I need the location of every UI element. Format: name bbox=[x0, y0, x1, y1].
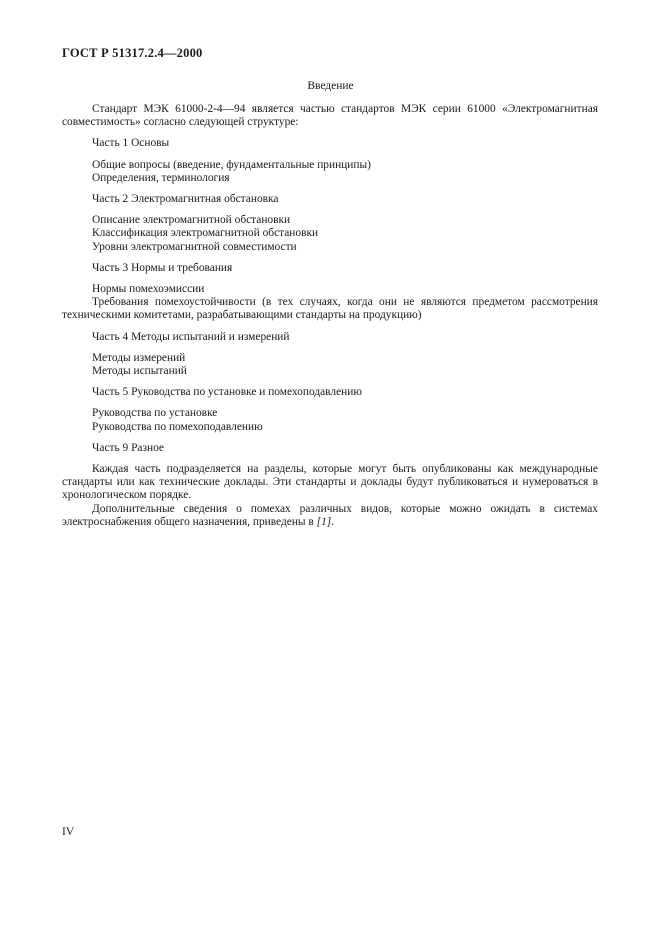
part-3-heading: Часть 3 Нормы и требования bbox=[92, 261, 233, 274]
bibliography-reference: [1] bbox=[316, 515, 332, 528]
part-9-heading: Часть 9 Разное bbox=[92, 441, 164, 454]
part-4-heading: Часть 4 Методы испытаний и измерений bbox=[92, 330, 290, 343]
part-2-item: Уровни электромагнитной совместимости bbox=[92, 240, 297, 253]
part-3-item: Нормы помехоэмиссии bbox=[92, 283, 205, 296]
part-2-heading: Часть 2 Электромагнитная обстановка bbox=[92, 193, 279, 206]
part-1-heading: Часть 1 Основы bbox=[92, 137, 170, 150]
intro-paragraph: Стандарт МЭК 61000-2-4—94 является частью стандартов МЭК серии 61000 «Электромагнитная совместимость» согласно следующей структуре: bbox=[62, 103, 598, 129]
page-number: IV bbox=[62, 826, 75, 838]
part-4-item: Методы измерений bbox=[92, 351, 186, 364]
closing-paragraph-2 bbox=[62, 503, 598, 529]
document-body bbox=[62, 103, 598, 529]
section-title: Введение bbox=[307, 80, 354, 92]
part-3-extra-paragraph: Требования помехоустойчивости (в тех случаях, когда они не являются предметом рассмотрения техническими комитетами, разрабатывающими стандарты на продукцию) bbox=[62, 296, 598, 322]
part-5-heading: Часть 5 Руководства по установке и помехоподавлению bbox=[92, 386, 362, 399]
document-code: ГОСТ Р 51317.2.4—2000 bbox=[62, 46, 203, 60]
part-4-item: Методы испытаний bbox=[92, 365, 187, 378]
part-2-item: Описание электромагнитной обстановки bbox=[92, 214, 291, 227]
part-5-item: Руководства по установке bbox=[92, 407, 218, 420]
part-1-item: Общие вопросы (введение, фундаментальные принципы) bbox=[92, 158, 371, 171]
closing-paragraph-1: Каждая часть подразделяется на разделы, которые могут быть опубликованы как международные стандарты или как технические доклады. Эти стандарты и доклады будут публиковаться и нумероваться в хронологическом порядке. bbox=[62, 463, 598, 502]
part-2-item: Классификация электромагнитной обстановки bbox=[92, 227, 319, 240]
part-5-item: Руководства по помехоподавлению bbox=[92, 420, 263, 433]
closing-paragraph-2-end: . bbox=[331, 515, 335, 528]
part-1-item: Определения, терминология bbox=[92, 171, 230, 184]
closing-paragraph-2-text: Дополнительные сведения о помехах различных видов, которые можно ожидать в системах электроснабжения общего назначения, приведены в bbox=[62, 502, 598, 528]
